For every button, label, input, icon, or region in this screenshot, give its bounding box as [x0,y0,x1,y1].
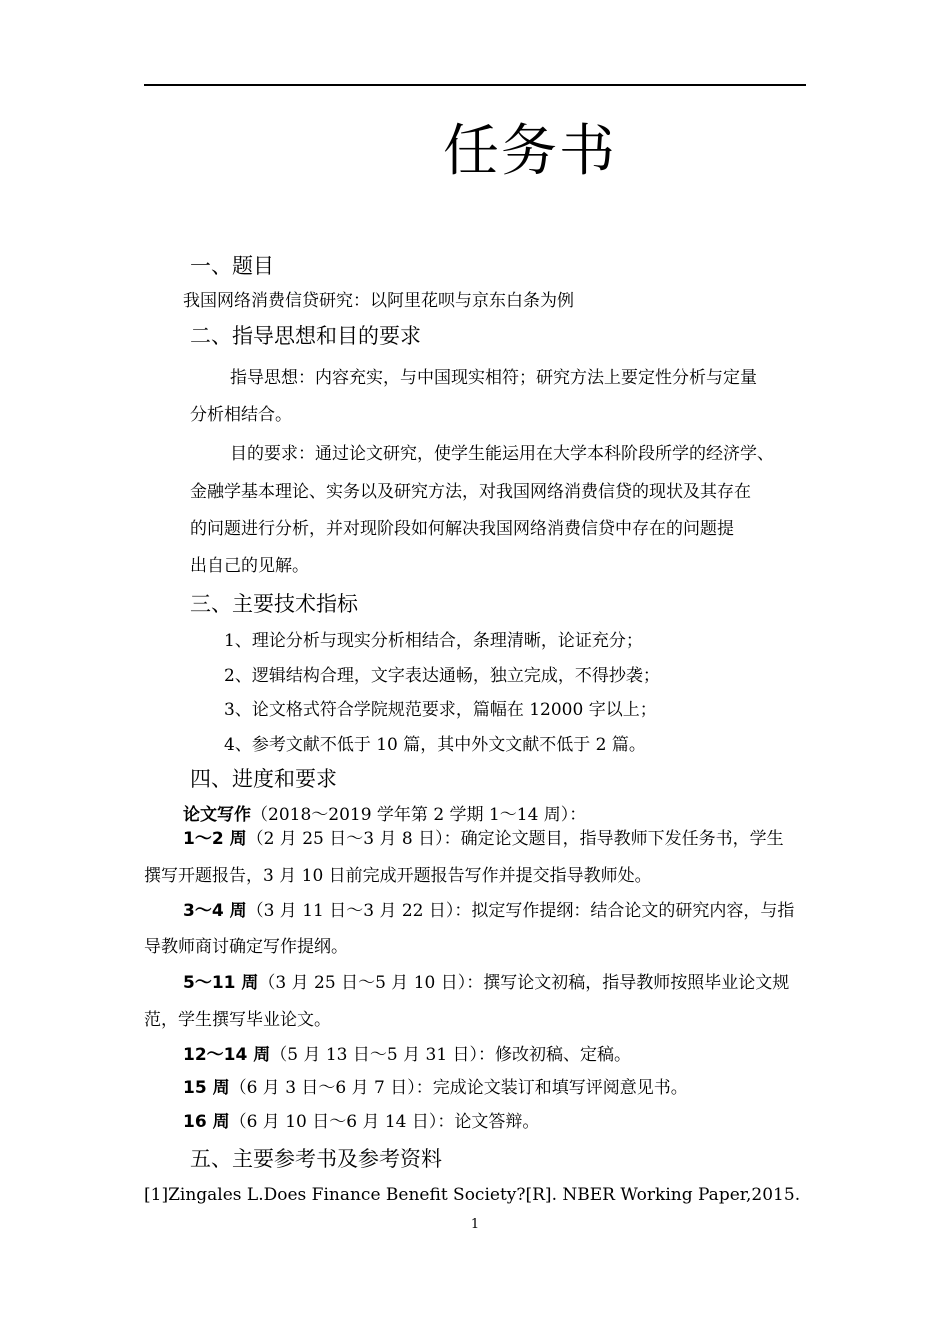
week-text-continued: 范，学生撰写毕业论文。 [144,1010,331,1030]
week-label: 16 周 [183,1112,230,1132]
schedule-week-15 [183,1076,688,1100]
purpose-line-3: 的问题进行分析，并对现阶段如何解决我国网络消费信贷中存在的问题提 [190,519,734,539]
section-1-heading: 一、题目 [190,254,274,278]
guiding-idea-line-1: 指导思想：内容充实，与中国现实相符；研究方法上要定性分析与定量 [230,368,757,388]
topic-text: 我国网络消费信贷研究：以阿里花呗与京东白条为例 [183,291,574,311]
header-rule [144,84,806,86]
guiding-idea-line-2: 分析相结合。 [190,405,292,425]
week-label: 12～14 周 [183,1045,271,1065]
schedule-intro-range: （2018～2019 学年第 2 学期 1～14 周）： [251,805,587,825]
indicator-item: 1、理论分析与现实分析相结合，条理清晰，论证充分； [224,631,643,651]
week-text: （3 月 11 日～3 月 22 日）：拟定写作提纲：结合论文的研究内容，与指 [246,901,795,921]
purpose-line-4: 出自己的见解。 [190,556,309,576]
week-label: 5～11 周 [183,973,259,993]
week-label: 3～4 周 [183,901,247,921]
section-3-heading: 三、主要技术指标 [190,592,358,616]
schedule-week-5-11 [183,971,789,995]
indicator-item: 4、参考文献不低于 10 篇，其中外文文献不低于 2 篇。 [224,735,646,755]
schedule-week-12-14 [183,1043,631,1067]
week-text-continued: 导教师商讨确定写作提纲。 [144,937,348,957]
week-text: （5 月 13 日～5 月 31 日）：修改初稿、定稿。 [270,1045,632,1065]
reference-item: [1]Zingales L.Does Finance Benefit Society?[R]. NBER Working Paper,2015. [144,1185,801,1205]
indicator-item: 3、论文格式符合学院规范要求，篇幅在 12000 字以上； [224,700,657,720]
purpose-line-2: 金融学基本理论、实务以及研究方法，对我国网络消费信贷的现状及其存在 [190,482,751,502]
week-text: （6 月 10 日～6 月 14 日）：论文答辩。 [229,1112,540,1132]
week-text: （2 月 25 日～3 月 8 日）：确定论文题目，指导教师下发任务书，学生 [246,829,784,849]
document-title: 任务书 [443,119,617,184]
week-text: （6 月 3 日～6 月 7 日）：完成论文装订和填写评阅意见书。 [229,1078,688,1098]
purpose-line-1: 目的要求：通过论文研究，使学生能运用在大学本科阶段所学的经济学、 [230,444,774,464]
indicator-item: 2、逻辑结构合理，文字表达通畅，独立完成，不得抄袭； [224,666,660,686]
schedule-intro [183,803,586,827]
schedule-intro-label: 论文写作 [183,805,251,825]
week-label: 15 周 [183,1078,230,1098]
section-4-heading: 四、进度和要求 [190,767,337,791]
week-text-continued: 撰写开题报告，3 月 10 日前完成开题报告写作并提交指导教师处。 [144,866,652,886]
schedule-week-3-4 [183,899,794,923]
section-5-heading: 五、主要参考书及参考资料 [190,1147,442,1171]
schedule-week-16 [183,1110,539,1134]
week-label: 1～2 周 [183,829,247,849]
schedule-week-1-2 [183,827,784,851]
page-number: 1 [470,1217,480,1232]
section-2-heading: 二、指导思想和目的要求 [190,324,421,348]
week-text: （3 月 25 日～5 月 10 日）：撰写论文初稿，指导教师按照毕业论文规 [258,973,790,993]
